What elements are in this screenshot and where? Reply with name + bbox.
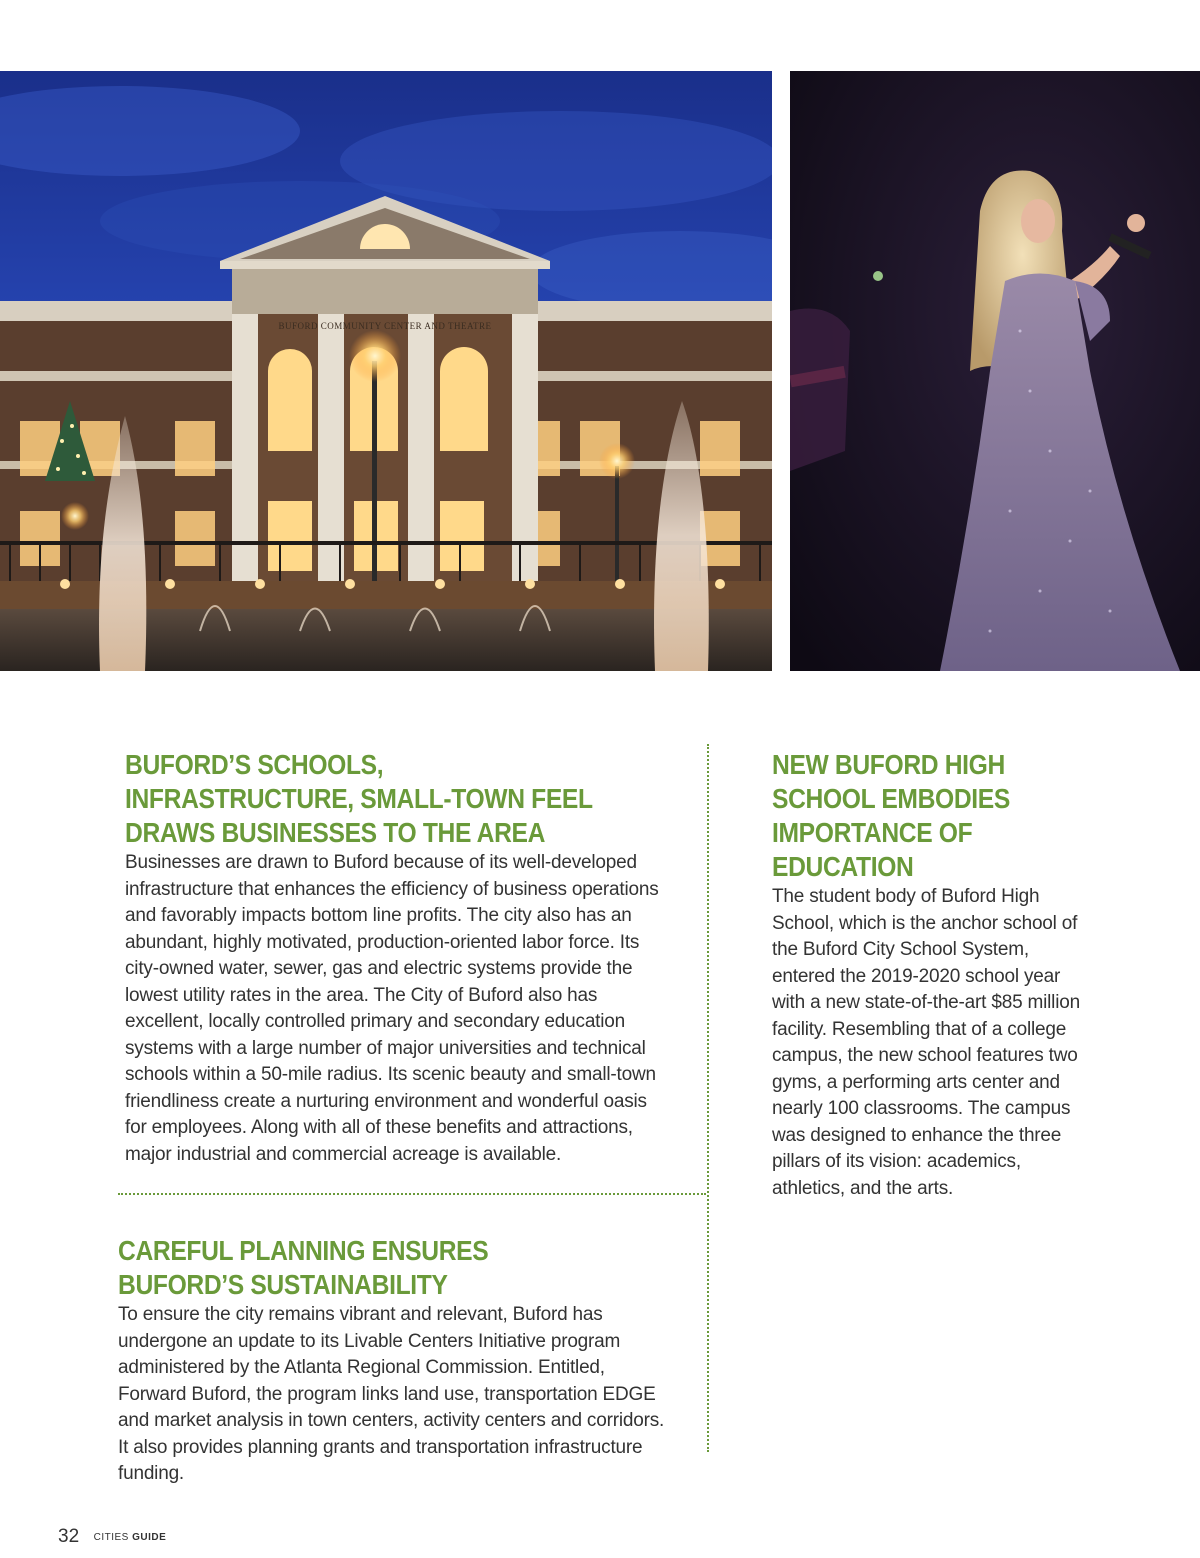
article-body: The student body of Buford High School, which is the anchor school of the Buford City School System, entered the 2019-2020 school year with a new state-of-the-art $85 million facility. Resembling that of a college campus, the new school features two gyms, a performing arts center and nearly 100 classrooms. The campus was designed to enhance the three pillars of its vision: academics, athletics, and the arts. — [772, 886, 1080, 1199]
page-number: 32 — [58, 1526, 80, 1547]
article-planning — [118, 1234, 688, 1488]
article-heading: NEW BUFORD HIGH SCHOOL EMBODIES IMPORTANCE OF EDUCATION — [772, 749, 1010, 882]
article-body: Businesses are drawn to Buford because of its well-developed infrastructure that enhances the efficiency of business operations and favorably impacts bottom line profits. The city also has an abundant, highly motivated, production-oriented labor force. Its city-owned water, sewer, gas and electric systems provide the lowest utility rates in the area. The City of Buford also has excellent, locally controlled primary and secondary education systems with a large number of major universities and technical schools within a 50-mile radius. Its scenic beauty and small-town friendliness create a nurturing environment and wonderful oasis for employees. Along with all of these benefits and attractions, major industrial and commercial acreage is available. — [125, 852, 659, 1165]
page-footer — [58, 1526, 166, 1548]
article-high-school — [772, 748, 1102, 1202]
publication-suffix: GUIDE — [132, 1531, 167, 1543]
article-heading: CAREFUL PLANNING ENSURES BUFORD’S SUSTAINABILITY — [118, 1235, 489, 1300]
column-divider — [707, 744, 709, 1452]
article-heading: BUFORD’S SCHOOLS, INFRASTRUCTURE, SMALL-TOWN FEEL DRAWS BUSINESSES TO THE AREA — [125, 749, 593, 848]
publication-name — [94, 1532, 167, 1543]
publication-prefix: CITIES — [93, 1531, 129, 1543]
article-businesses — [125, 748, 685, 1168]
community-center-photo — [0, 71, 772, 671]
singer-performance-photo — [790, 71, 1200, 671]
article-body: To ensure the city remains vibrant and relevant, Buford has undergone an update to its Livable Centers Initiative program administered by the Atlanta Regional Commission. Entitled, Forward Buford, the program links land use, transportation EDGE and market analysis in town centers, activity centers and corridors. It also provides planning grants and transportation infrastructure funding. — [118, 1304, 665, 1484]
building-sign: BUFORD COMMUNITY CENTER AND THEATRE — [278, 321, 492, 331]
section-divider — [118, 1193, 706, 1195]
